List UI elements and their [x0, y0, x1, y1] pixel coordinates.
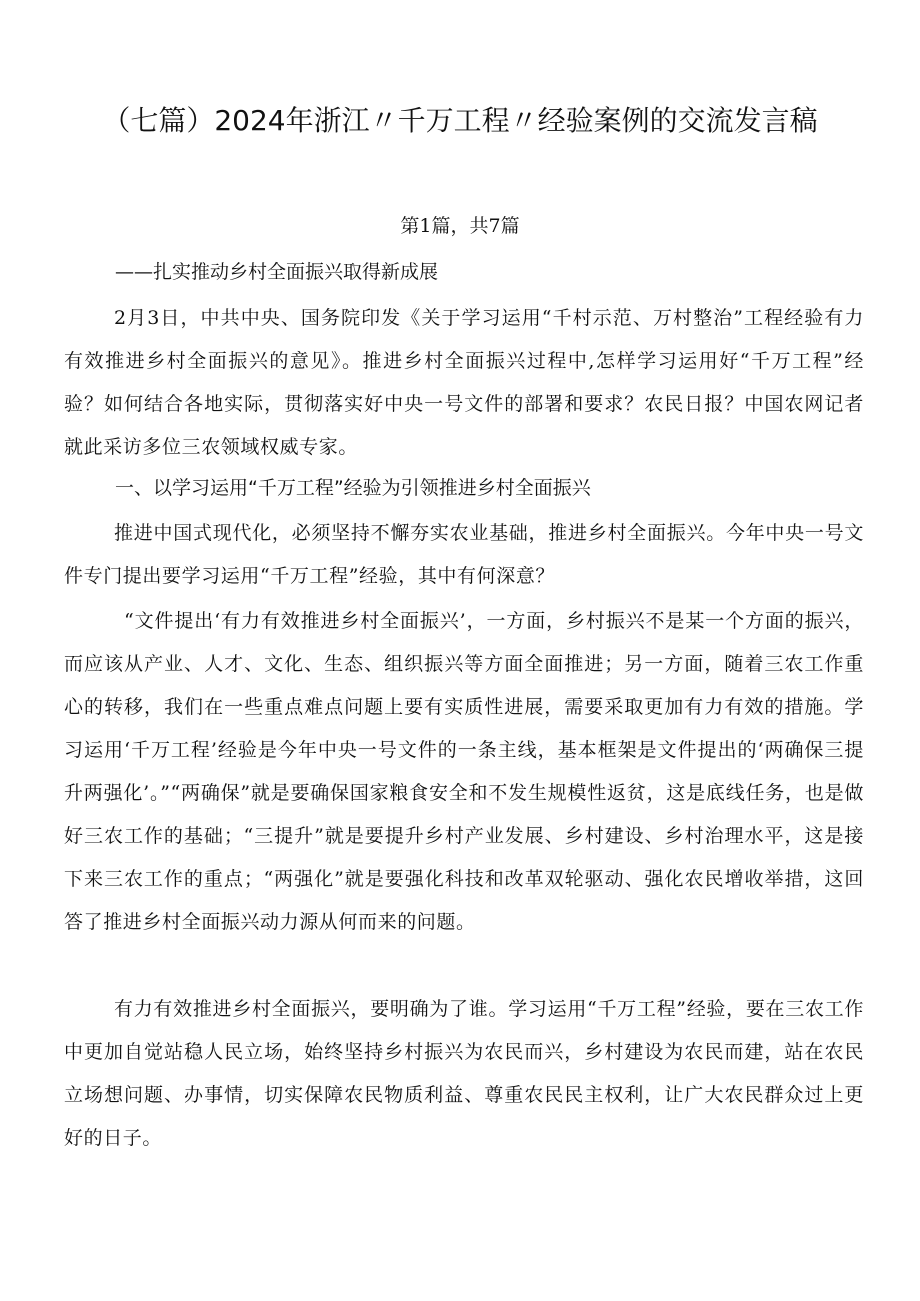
paragraph-intro: 2月3日，中共中央、国务院印发《关于学习运用“千村示范、万村整治”工程经验有力有效推进乡村全面振兴的意见》。推进乡村全面振兴过程中,怎样学习运用好“千万工程”经验？如何结合各地实际，贯彻落实好中央一号文件的部署和要求？农民日报？中国农网记者就此采访多位三农领域权威专家。: [64, 307, 864, 458]
article-count: 第1篇，共7篇: [400, 215, 520, 237]
paragraph-people: 有力有效推进乡村全面振兴，要明确为了谁。学习运用“千万工程”经验，要在三农工作中更加自觉站稳人民立场，始终坚持乡村振兴为农民而兴，乡村建设为农民而建，站在农民立场想问题、办事情，切实保障农民物质利益、尊重农民民主权利，让广大农民群众过上更好的日子。: [64, 998, 864, 1149]
section-heading-1: 一、以学习运用“千万工程”经验为引领推进乡村全面振兴: [115, 477, 591, 499]
article-subheading: ——扎实推动乡村全面振兴取得新成展: [115, 261, 439, 283]
paragraph-question: 推进中国式现代化，必须坚持不懈夯实农业基础，推进乡村全面振兴。今年中央一号文件专门提出要学习运用“千万工程”经验，其中有何深意？: [64, 522, 864, 587]
document-title: （七篇）2024年浙江〃千万工程〃经验案例的交流发言稿: [102, 104, 818, 137]
paragraph-quote: “文件提出‘有力有效推进乡村全面振兴’，一方面，乡村振兴不是某一个方面的振兴，而应该从产业、人才、文化、生态、组织振兴等方面全面推进；另一方面，随着三农工作重心的转移，我们在一些重点难点问题上要有实质性进展，需要采取更加有力有效的措施。学习运用‘千万工程’经验是今年中央一号文件的一条主线，基本框架是文件提出的‘两确保三提升两强化’。”“两确保”就是要确保国家粮食安全和不发生规模性返贫，这是底线任务，也是做好三农工作的基础；“三提升”就是要提升乡村产业发展、乡村建设、乡村治理水平，这是接下来三农工作的重点；“两强化”就是要强化科技和改革双轮驱动、强化农民增收举措，这回答了推进乡村全面振兴动力源从何而来的问题。: [64, 610, 864, 933]
